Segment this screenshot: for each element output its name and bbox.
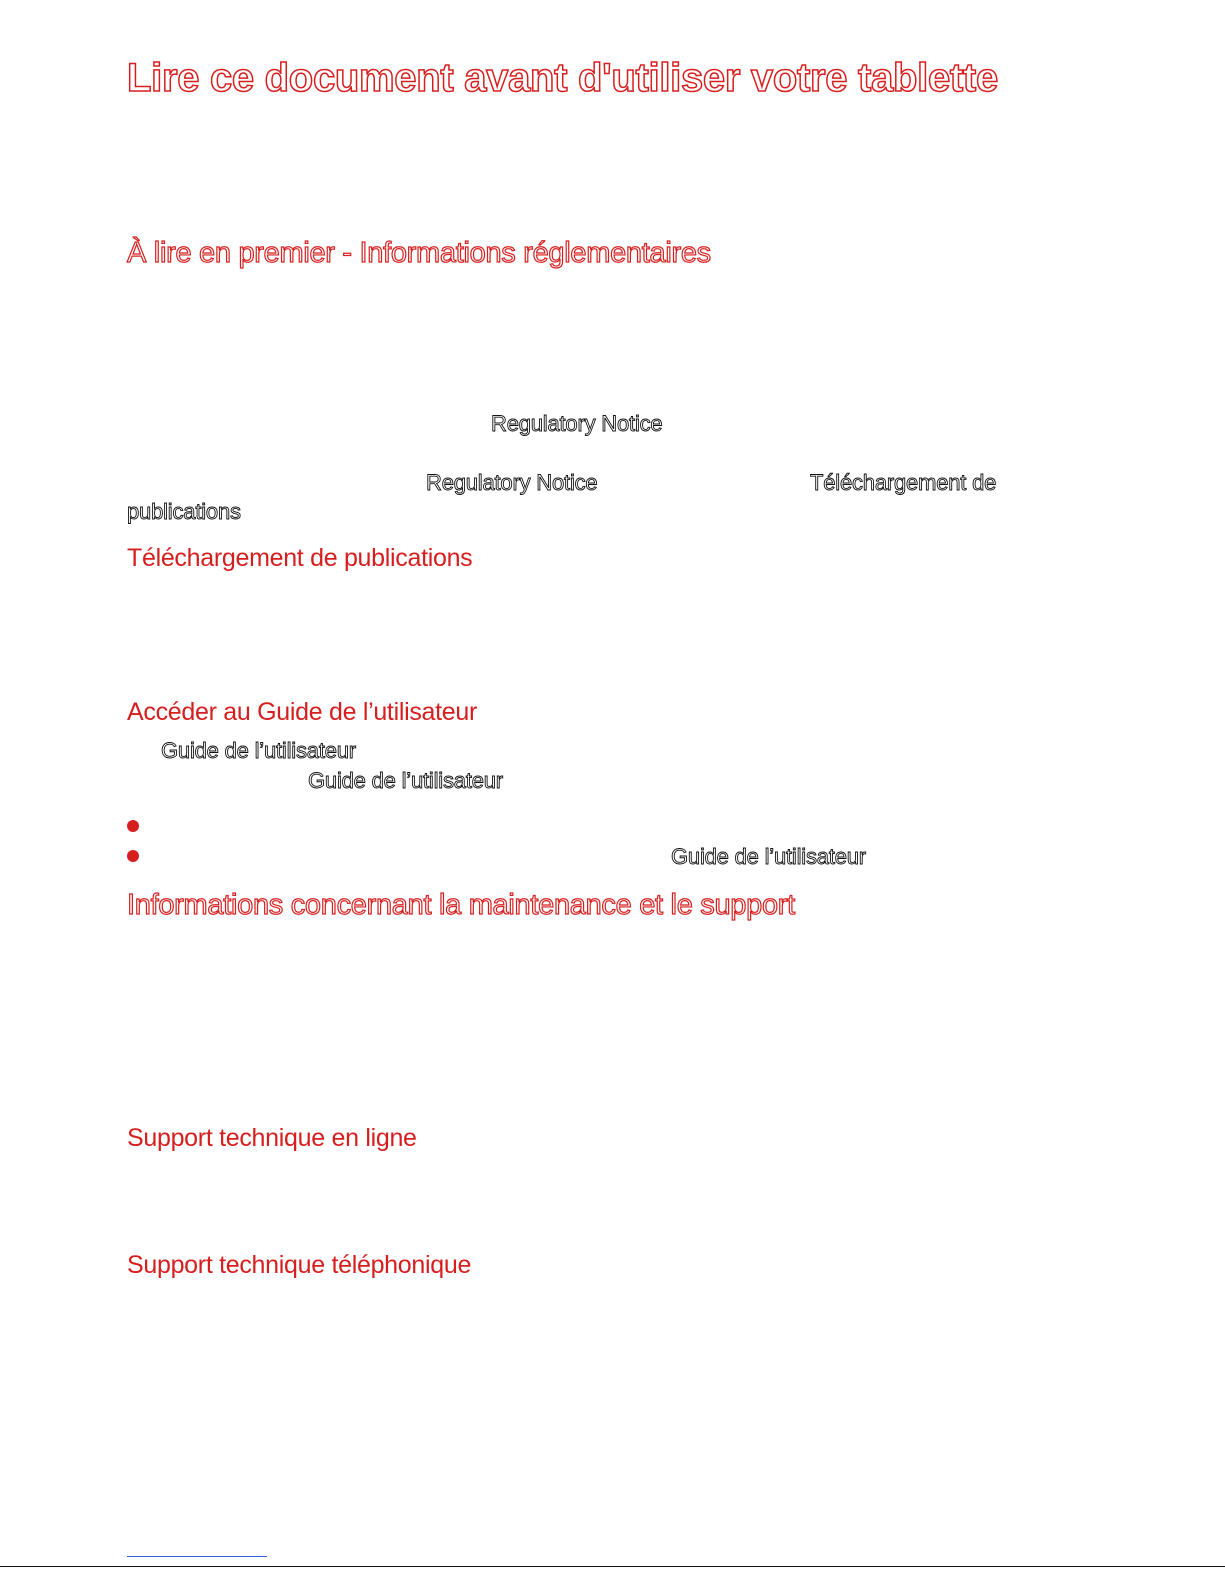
user-guide-ref-3: Guide de l’utilisateur xyxy=(671,844,866,869)
bullet-icon xyxy=(127,850,139,862)
footer-divider xyxy=(0,1566,1225,1567)
heading-user-guide: Accéder au Guide de l’utilisateur xyxy=(127,698,478,726)
bullet-icon xyxy=(127,820,139,832)
page-title: Lire ce document avant d'utiliser votre tablette xyxy=(127,56,998,100)
regulatory-notice-ref-1: Regulatory Notice xyxy=(491,411,663,436)
user-guide-ref-2: Guide de l’utilisateur xyxy=(308,768,503,793)
heading-downloads: Téléchargement de publications xyxy=(127,544,473,572)
heading-maintenance: Informations concernant la maintenance et le support xyxy=(127,889,795,921)
heading-online-support: Support technique en ligne xyxy=(127,1124,417,1152)
heading-regulatory: À lire en premier - Informations réglementaires xyxy=(127,237,711,269)
downloads-ref-part-1: Téléchargement de xyxy=(810,470,997,495)
heading-phone-support: Support technique téléphonique xyxy=(127,1251,472,1279)
downloads-ref-part-2: publications xyxy=(127,499,241,524)
footer-link-underline xyxy=(127,1556,267,1557)
user-guide-ref-1: Guide de l’utilisateur xyxy=(161,738,356,763)
regulatory-notice-ref-2: Regulatory Notice xyxy=(426,470,598,495)
